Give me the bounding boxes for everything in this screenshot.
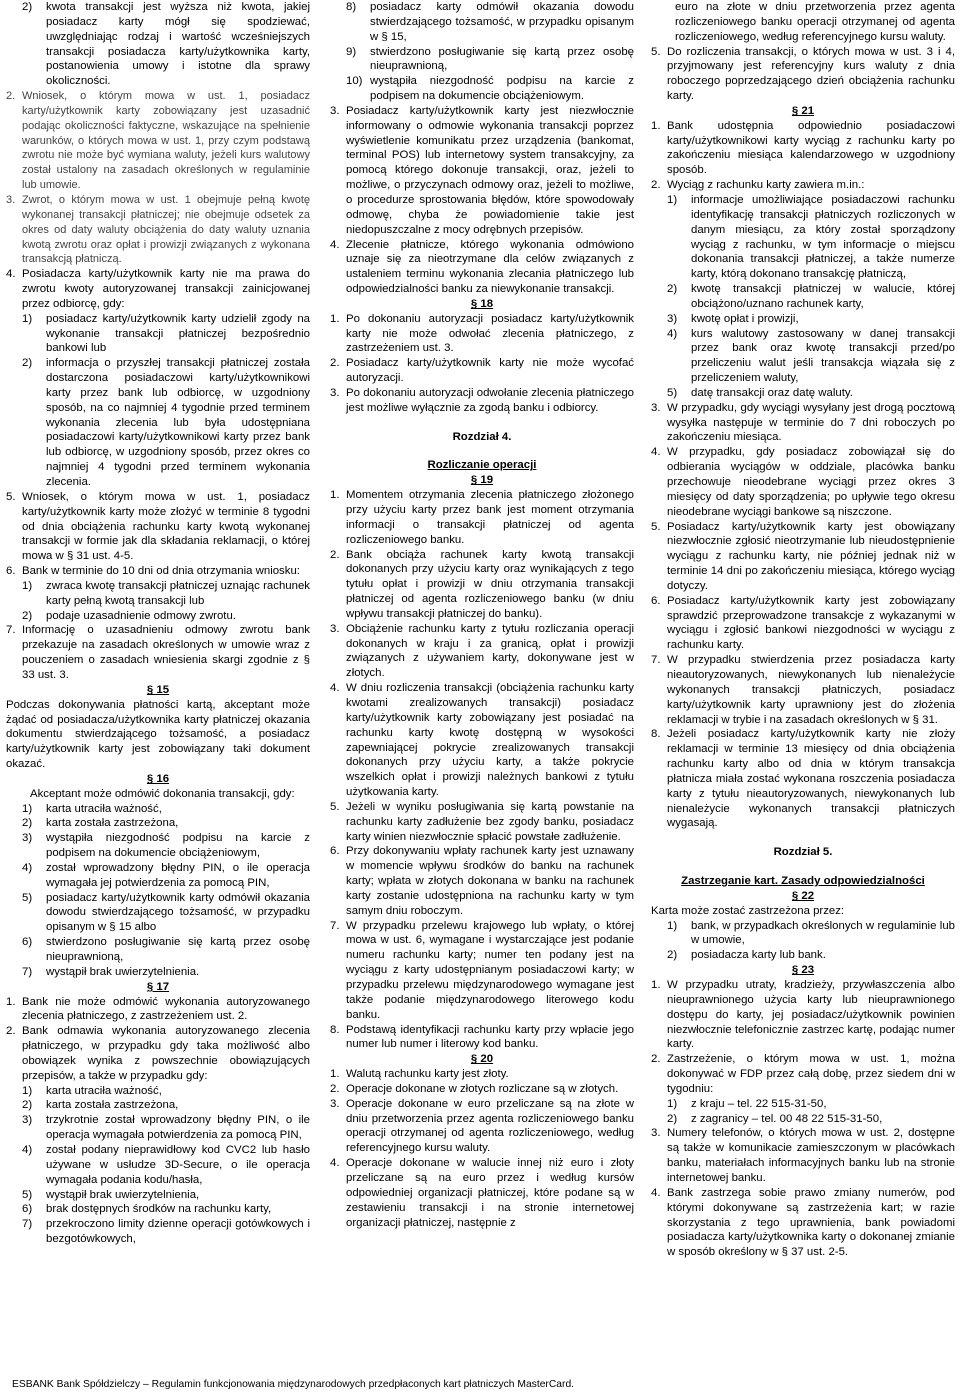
list-item	[6, 0, 310, 89]
item-number: 1.	[6, 995, 16, 1008]
item-number: 4.	[330, 682, 340, 695]
list-item	[6, 490, 310, 564]
list-item	[330, 356, 634, 386]
item-number: 7.	[651, 654, 661, 667]
list-item	[6, 1113, 310, 1143]
list-item	[651, 594, 955, 653]
item-text: z kraju – tel. 22 515-31-50,	[691, 1097, 827, 1110]
list-item	[6, 1188, 310, 1203]
list-item	[330, 800, 634, 845]
item-text: Wniosek, o którym mowa w ust. 1, posiadacz karty/użytkownik karty zobowiązany jest uzasadnić podając okoliczności faktyczne, wskazujące na spełnienie warunków, o których mowa w ust. 1, przy czym podstawą zwrotu nie może być wymiana waluty, jeżeli kurs walutowy został ustalony na zasadach określonych w regulaminie lub umowie.	[22, 90, 310, 192]
list-item	[330, 0, 634, 45]
item-number: 3.	[651, 1127, 661, 1140]
item-number: 5)	[667, 386, 678, 399]
list-item	[330, 45, 634, 75]
list-item	[651, 445, 955, 519]
list-item	[6, 1084, 310, 1099]
item-number: 4.	[651, 1186, 661, 1199]
list-item	[651, 45, 955, 104]
item-text: informacja o przyszłej transakcji płatniczej została dostarczona posiadaczowi karty/użytkownikowi karty przez bank lub odbiorcę, w uzgodniony sposób, na co najmniej 4 tygodnie przed terminem wykonania zlecenia lub była udostępniana posiadaczowi karty/użytkownikowi karty przez bank lub odbiorcę, w uzgodniony sposób, przez okres co najmniej 4 tygodni przed terminem wykonania zlecenia.	[46, 357, 310, 488]
item-number: 6.	[651, 594, 661, 607]
item-number: 2)	[22, 1, 33, 13]
list-item	[330, 386, 634, 416]
item-text: W przypadku przelewu krajowego lub wpłaty, o której mowa w ust. 6, wymagane i wystarczające jest podanie numeru rachunku karty; numer ten podany jest na wyciągu z karty udostępnianym posiadaczowi karty; w przypadku przelewu międzynarodowego wymagane jest także podanie międzynarodowego literowego kodu banku.	[346, 919, 634, 1021]
item-number: 1.	[330, 489, 340, 502]
list-item	[6, 193, 310, 267]
item-text: W dniu rozliczenia transakcji (obciążenia rachunku karty kwotami zrealizowanych transakcji) posiadacz karty/użytkownik karty zobowiązany jest posiadać na rachunku karty kwotę dostępną w wysokości zapewniającej pokrycie zrealizowanych transakcji dokonanych przy użyciu karty, a także pokrycie wszelkich opłat i prowizji należnych bankowi z tytułu użytkowania karty.	[346, 682, 634, 799]
list-item	[6, 995, 310, 1025]
item-text: Do rozliczenia transakcji, o których mowa w ust. 3 i 4, przyjmowany jest referencyjny kurs waluty z dnia roboczego poprzedzającego dzień obciążenia rachunku karty.	[667, 45, 955, 103]
list-item	[6, 861, 310, 891]
item-number: 6)	[22, 1203, 33, 1216]
list-item	[6, 802, 310, 817]
list-item	[651, 948, 955, 963]
list-item	[651, 1186, 955, 1260]
item-text: Bank nie może odmówić wykonania autoryzowanego zlecenia płatniczego, z zastrzeżeniem ust. 2.	[22, 995, 310, 1023]
column-middle	[330, 0, 634, 1230]
item-text: posiadacz karty/użytkownik karty udzielił zgody na wykonanie transakcji płatniczej bezpośrednio bankowi lub	[46, 312, 310, 355]
item-number: 2.	[6, 1025, 16, 1038]
item-number: 3.	[651, 401, 661, 414]
item-number: 4.	[651, 446, 661, 459]
chapter-number: Rozdział 5.	[773, 846, 833, 859]
item-text: Zwrot, o którym mowa w ust. 1 obejmuje pełną kwotę wykonanej transakcji płatniczej; nie obejmuje odsetek za okres od daty waluty obciążenia do daty waluty uznania kwotą zwrotu oraz opłat i prowizji związanych z wykonana transakcją płatniczą.	[22, 193, 310, 266]
list-item	[330, 1156, 634, 1230]
item-number: 7)	[22, 1218, 33, 1231]
item-text: Bank odmawia wykonania autoryzowanego zlecenia płatniczego, w przypadku gdy taka możliwość albo obowiązek wynika z powszechnie obowiązujących przepisów, a także w przypadku gdy:	[22, 1025, 310, 1082]
item-text: Bank obciąża rachunek karty kwotą transakcji dokonanych przy użyciu karty oraz wynikających z tego tytułu opłat i prowizji w dniu otrzymania transakcji płatniczej od agenta rozliczeniowego banku (w dniu wpływu transakcji płatniczej do banku).	[346, 548, 634, 620]
item-text: Podstawą identyfikacji rachunku karty przy wpłacie jego numer lub numer i literowy kod banku.	[346, 1023, 634, 1051]
list-item	[330, 74, 634, 104]
list-item	[6, 579, 310, 609]
list-item	[6, 1143, 310, 1188]
list-item	[6, 89, 310, 193]
item-text: Bank zastrzega sobie prawo zmiany numerów, pod którymi dokonywane są zastrzeżenia kart; w razie skorzystania z tego uprawnienia, bank powiadomi posiadacza karty/użytkownika karty o dokonanej zmianie w sposób określony w § 37 ust. 2-5.	[667, 1186, 955, 1259]
item-number: 1)	[22, 579, 33, 592]
item-text: wystąpił brak uwierzytelnienia.	[46, 965, 200, 978]
list-item	[651, 653, 955, 727]
item-text: Zastrzeżenie, o którym mowa w ust. 1, można dokonywać w FDP przez całą dobę, przez siedem dni w tygodniu:	[667, 1053, 955, 1095]
item-number: 1.	[651, 979, 661, 991]
item-text: Walutą rachunku karty jest złoty.	[346, 1068, 509, 1081]
list-item	[6, 1202, 310, 1217]
item-number: 3)	[22, 832, 33, 845]
item-text: bank, w przypadkach określonych w regulaminie lub w umowie,	[691, 919, 955, 947]
item-text: posiadacz karty/użytkownik karty odmówił okazania dowodu stwierdzającego tożsamość, w przypadku opisanym w § 15 albo	[46, 891, 310, 934]
item-number: 1)	[22, 312, 33, 325]
item-text: zwraca kwotę transakcji płatniczej uznając rachunek karty pełną kwotą transakcji lub	[46, 579, 310, 607]
list-item	[6, 564, 310, 579]
list-item	[651, 327, 955, 386]
item-number: 3.	[330, 622, 340, 635]
list-item	[330, 919, 634, 1023]
item-text: Posiadacz karty/użytkownik karty nie może wycofać autoryzacji.	[346, 357, 634, 385]
item-text: Operacje dokonane w złotych rozliczane są w złotych.	[346, 1082, 619, 1095]
list-item	[651, 119, 955, 178]
list-item	[6, 1098, 310, 1113]
item-number: 2)	[667, 1112, 678, 1125]
item-number: 4.	[6, 268, 16, 281]
item-text: Zlecenie płatnicze, którego wykonania odmówiono uznaje się za nieotrzymane dla celów związanych z ustaleniem terminu wykonania zlecania płatniczego lub odpowiedzialności banku za niewykonanie transakcji.	[346, 238, 634, 296]
list-item	[6, 312, 310, 357]
item-text: wystąpiła niezgodność podpisu na karcie z podpisem na dokumencie obciążeniowym.	[370, 75, 634, 103]
chapter-title: Zastrzeganie kart. Zasady odpowiedzialności	[681, 875, 925, 888]
section-heading: § 21	[791, 104, 815, 117]
list-item	[6, 831, 310, 861]
item-text: kwotę transakcji płatniczej w walucie, której obciążono/uznano rachunek karty,	[691, 283, 955, 310]
list-item	[330, 1067, 634, 1082]
item-number: 5)	[22, 1188, 33, 1201]
item-text: kwotę opłat i prowizji,	[691, 312, 799, 325]
list-item	[330, 844, 634, 918]
item-text: Operacje dokonane w walucie innej niż euro i złoty przeliczane są na euro przez i według kursów odpowiedniej organizacji płatniczej, które podane są w zestawieniu transakcji i na stronie internetowej organizacji płatniczej, następnie z	[346, 1157, 634, 1229]
list-item	[651, 520, 955, 594]
item-text: posiadacz karty odmówił okazania dowodu stwierdzającego tożsamość, w przypadku opisanym w § 15,	[370, 1, 634, 43]
item-number: 9)	[346, 45, 357, 58]
item-number: 5.	[330, 800, 340, 813]
item-text: Posiadacz karty/użytkownik karty jest obowiązany niezwłocznie zgłosić nieotrzymanie lub nieudostępnienie wyciągu z rachunku karty, nie później jednak niż w terminie 14 dni po zakończeniu miesiąca, którego wyciąg dotyczy.	[667, 520, 955, 592]
item-number: 2.	[330, 1082, 340, 1095]
item-text: informacje umożliwiające posiadaczowi rachunku identyfikację transakcji płatniczych rozliczonych w danym miesiącu, za który został sporządzony wyciąg z rachunku, w tym informacje o miejscu dokonania transakcji płatniczej, a także numerze karty, którą dokonano transakcję płatniczą,	[691, 193, 955, 281]
list-item	[330, 488, 634, 547]
item-number: 3.	[330, 1097, 340, 1110]
column-left	[6, 0, 310, 1247]
item-number: 6)	[22, 936, 33, 949]
list-item	[651, 1097, 955, 1112]
item-number: 7.	[330, 919, 340, 932]
list-item	[651, 727, 955, 831]
list-item	[330, 1023, 634, 1053]
list-item	[651, 178, 955, 193]
item-number: 4)	[22, 1143, 33, 1156]
list-item	[651, 1052, 955, 1097]
item-number: 4.	[330, 238, 340, 251]
item-text: został wprowadzony błędny PIN, o ile operacja wymagała jej potwierdzenia za pomocą PIN,	[46, 861, 310, 889]
item-text: Po dokonaniu autoryzacji posiadacz karty/użytkownik karty nie może odwołać zlecenia płatniczego, z zastrzeżeniem ust. 3.	[346, 312, 634, 355]
item-text: karta została zastrzeżona,	[46, 817, 179, 830]
item-number: 1)	[22, 1084, 33, 1097]
item-number: 3.	[330, 104, 340, 117]
item-text: podaje uzasadnienie odmowy zwrotu.	[46, 609, 236, 622]
item-number: 1.	[651, 119, 661, 132]
item-number: 2)	[667, 949, 678, 962]
section-heading: § 18	[470, 297, 494, 310]
item-number: 1.	[330, 1068, 340, 1081]
list-item	[6, 267, 310, 312]
section-heading: § 17	[146, 980, 170, 993]
item-number: 7)	[22, 965, 33, 978]
spacer	[330, 416, 634, 430]
item-text: stwierdzono posługiwanie się kartą przez osobę nieuprawnioną,	[46, 936, 310, 963]
list-item	[651, 312, 955, 327]
item-text: karta utraciła ważność,	[46, 802, 162, 815]
paragraph: Karta może zostać zastrzeżona przez:	[651, 904, 845, 917]
item-number: 2)	[22, 609, 33, 622]
list-item	[330, 681, 634, 800]
section-heading: § 16	[146, 772, 170, 785]
item-text: został podany nieprawidłowy kod CVC2 lub hasło używane w usłudze 3D-Secure, o ile operacja wymagała podania kodu/hasła,	[46, 1143, 310, 1186]
item-text: wystąpiła niezgodność podpisu na karcie z podpisem na dokumencie obciążeniowym,	[46, 832, 310, 860]
item-number: 8.	[330, 1023, 340, 1036]
item-number: 5)	[22, 891, 33, 904]
list-item	[330, 104, 634, 238]
item-number: 3)	[667, 312, 678, 325]
section-heading: § 22	[791, 889, 815, 902]
spacer	[651, 860, 955, 874]
list-item	[651, 919, 955, 949]
list-item	[651, 193, 955, 282]
item-number: 3.	[330, 386, 340, 399]
item-text: Posiadacz karty/użytkownik karty jest zobowiązany sprawdzić przeprowadzone transakcje z wykazanymi w wyciągu i zgłosić bankowi niezgodności w wyciągu z rachunku karty.	[667, 594, 955, 652]
item-number: 8)	[346, 1, 357, 13]
item-number: 6.	[330, 845, 340, 858]
item-number: 4.	[330, 1157, 340, 1170]
paragraph: Podczas dokonywania płatności kartą, akceptant może żądać od posiadacza/użytkownika karty płatniczej okazania dokumentu stwierdzającego tożsamość, a posiadacz karty/użytkownik karty jest zobowiązany taki dokument okazać.	[6, 698, 310, 771]
list-item	[651, 386, 955, 401]
item-number: 5.	[6, 490, 16, 503]
item-number: 10)	[346, 75, 363, 88]
item-text: Bank w terminie do 10 dni od dnia otrzymania wniosku:	[22, 565, 300, 578]
chapter-title: Rozliczanie operacji	[427, 459, 537, 472]
item-number: 4)	[667, 327, 678, 340]
list-item	[6, 1024, 310, 1083]
item-number: 6.	[6, 565, 16, 578]
item-number: 8.	[651, 728, 661, 741]
list-item	[651, 282, 955, 312]
list-item	[6, 1217, 310, 1247]
list-item	[6, 356, 310, 490]
item-number: 2)	[22, 817, 33, 830]
item-text: Przy dokonywaniu wpłaty rachunek karty jest uznawany w momencie wpływu środków do banku na rachunek karty; wpłata w złotych dokonana w banku na rachunek karty zostanie udostępniona na rachunku karty w tym samym dniu roboczym.	[346, 845, 634, 917]
item-text: Posiadacz karty/użytkownik karty jest niezwłocznie informowany o odmowie wykonania transakcji poprzez wyświetlenie komunikatu przez urządzenia (bankomat, terminal POS) lub internetowy system transakcyjny, za pomocą którego dokonuje transakcji, oraz, jeżeli to możliwe, o przyczynach odmowy oraz, jeżeli to możliwe, o procedurze sprostowania błędów, które spowodowały odmowę, chyba że powiadomienie takie jest niedopuszczalne z mocy odrębnych przepisów.	[346, 104, 634, 236]
list-item	[6, 816, 310, 831]
item-number: 1)	[667, 919, 678, 932]
section-heading: § 15	[146, 683, 170, 696]
item-text: Informację o uzasadnieniu odmowy zwrotu bank przekazuje na zasadach określonych w umowie wraz z pouczeniem o zasadach wniesienia skargi zgodnie z § 33 ust. 3.	[22, 624, 310, 681]
item-text: W przypadku, gdy posiadacz zobowiązał się do odbierania wyciągów w oddziale, placówka banku przechowuje nieodebrane wyciągi przez okres 3 miesięcy od daty sporządzenia; po upływie tego okresu nieodebrane wyciągi bankowe są niszczone.	[667, 446, 955, 518]
item-text: wystąpił brak uwierzytelnienia,	[46, 1188, 200, 1201]
item-text: Operacje dokonane w euro przeliczane są na złote w dniu przetworzenia przez agenta rozliczeniowego banku operacji otrzymanej od agenta rozliczeniowego, według referencyjnego kursu waluty.	[346, 1097, 634, 1155]
section-heading: § 20	[470, 1053, 494, 1066]
item-number: 1.	[330, 312, 340, 325]
section-heading: § 23	[791, 964, 815, 977]
list-item	[651, 401, 955, 446]
list-item	[6, 935, 310, 965]
spacer	[651, 831, 955, 845]
item-text: Numery telefonów, o których mowa w ust. 2, dostępne są także w komunikacie zamieszczonym w placówkach banku, materiałach informacyjnych banku lub na stronie internetowej banku.	[667, 1127, 955, 1184]
list-item	[6, 965, 310, 980]
item-text: Obciążenie rachunku karty z tytułu rozliczania operacji dokonanych w kraju i za granicą, opłat i prowizji związanych z używaniem karty, dokonywane jest w złotych.	[346, 622, 634, 680]
list-item	[330, 622, 634, 681]
item-text: stwierdzono posługiwanie się kartą przez osobę nieuprawnioną,	[370, 45, 634, 73]
list-item	[6, 609, 310, 624]
item-text: W przypadku utraty, kradzieży, przywłaszczenia albo nieuprawnionego użycia karty lub nieuprawnionego dostępu do karty, jej posiadacz/użytkownik powinien niezwłocznie telefonicznie zastrzec kartę, podając numer karty.	[667, 979, 955, 1051]
item-number: 3.	[6, 193, 16, 206]
list-item	[651, 1112, 955, 1127]
item-text: brak dostępnych środków na rachunku karty,	[46, 1203, 272, 1216]
list-item	[330, 548, 634, 622]
item-number: 2.	[6, 90, 16, 103]
page-footer: ESBANK Bank Spółdzielczy – Regulamin funkcjonowania międzynarodowych przedpłaconych kart płatniczych MasterCard.	[12, 1379, 575, 1390]
item-number: 1)	[667, 193, 678, 206]
item-text: Po dokonaniu autoryzacji odwołanie zlecenia płatniczego jest możliwe wyłącznie za zgodą banku i odbiorcy.	[346, 386, 634, 414]
item-text: Jeżeli posiadacz karty/użytkownik karty nie złoży reklamacji w terminie 13 miesięcy od dnia obciążenia rachunku karty albo od dnia w którym transakcja płatnicza miała zostać wykonana roszczenia posiadacza karty z tytułu nieautoryzowanych, niewykonanych lub nienależycie wykonanych transakcji płatniczych wygasają.	[667, 728, 955, 830]
item-number: 3)	[22, 1114, 33, 1127]
list-item	[651, 978, 955, 1052]
item-text: Posiadacza karty/użytkownik karty nie ma prawa do zwrotu kwoty autoryzowanej transakcji zainicjowanej przez odbiorcę, gdy:	[22, 268, 310, 310]
item-number: 2.	[330, 548, 340, 561]
paragraph: Akceptant może odmówić dokonania transakcji, gdy:	[30, 787, 295, 800]
list-item	[330, 1097, 634, 1156]
item-text: kurs walutowy zastosowany w danej transakcji przez bank oraz kwotę transakcji przed/po przeliczeniu walut jeśli transakcja wiązała się z przeliczeniem waluty,	[691, 327, 955, 385]
item-text: przekroczono limity dzienne operacji gotówkowych i bezgotówkowych,	[46, 1218, 310, 1246]
item-number: 4)	[22, 861, 33, 874]
list-item	[651, 1126, 955, 1185]
item-text: z zagranicy – tel. 00 48 22 515-31-50,	[691, 1112, 883, 1125]
item-text: Momentem otrzymania zlecenia płatniczego złożonego przy użyciu karty przez bank jest moment otrzymania informacji o transakcji płatniczej od agenta rozliczeniowego banku.	[346, 489, 634, 546]
chapter-number: Rozdział 4.	[452, 430, 512, 443]
item-number: 2)	[22, 357, 33, 370]
item-number: 2.	[330, 357, 340, 370]
item-text: trzykrotnie został wprowadzony błędny PIN, o ile operacja wymagała potwierdzenia za pomocą PIN,	[46, 1114, 310, 1142]
item-text: karta została zastrzeżona,	[46, 1099, 179, 1112]
list-item	[330, 312, 634, 357]
item-number: 2)	[667, 283, 678, 296]
item-number: 1)	[667, 1097, 678, 1110]
item-text: Wniosek, o którym mowa w ust. 1, posiadacz karty/użytkownik karty może złożyć w terminie 8 tygodni od dnia obciążenia rachunku karty kwotą wykonanej transakcji w formie jak dla składania reklamacji, o której mowa w § 31 ust. 4-5.	[22, 490, 310, 563]
item-number: 7.	[6, 624, 16, 637]
item-text: datę transakcji oraz datę waluty.	[691, 386, 853, 399]
item-text: W przypadku stwierdzenia przez posiadacza karty nieautoryzowanych, niewykonanych lub nienależycie wykonanych transakcji płatniczych, posiadacz karty/użytkownik karty uprawniony jest do złożenia reklamacji w trybie i na zasadach określonych w § 31.	[667, 654, 955, 726]
item-number: 5.	[651, 520, 661, 533]
item-text: karta utraciła ważność,	[46, 1084, 162, 1097]
list-item	[6, 891, 310, 936]
item-number: 5.	[651, 45, 661, 58]
paragraph: euro na złote w dniu przetworzenia przez agenta rozliczeniowego banku operacji otrzymanej od agenta rozliczeniowego, według referencyjnego kursu waluty.	[675, 1, 955, 43]
item-text: W przypadku, gdy wyciągi wysyłany jest drogą pocztową wysyłka następuje w terminie do 7 dni roboczych po zakończeniu miesiąca.	[667, 401, 955, 444]
list-item	[330, 1082, 634, 1097]
item-number: 2.	[651, 1053, 661, 1066]
list-item	[6, 623, 310, 682]
item-text: kwota transakcji jest wyższa niż kwota, jakiej posiadacz karty mógł się spodziewać, uwzględniając rodzaj i wartość wcześniejszych transakcji posiadacza karty/użytkownika karty, postanowienia umowy i istotne dla sprawy okoliczności.	[46, 1, 310, 88]
list-item	[330, 238, 634, 297]
section-heading: § 19	[470, 474, 494, 487]
spacer	[330, 444, 634, 458]
item-number: 2.	[651, 179, 661, 192]
item-text: Wyciąg z rachunku karty zawiera m.in.:	[667, 179, 865, 192]
column-right	[651, 0, 955, 1260]
item-number: 2)	[22, 1099, 33, 1112]
item-text: Jeżeli w wyniku posługiwania się kartą powstanie na rachunku karty zadłużenie bez zgody banku, posiadacz karty winien niezwłocznie spłacić powstałe zadłużenie.	[346, 800, 634, 843]
item-text: posiadacza karty lub bank.	[691, 949, 826, 962]
item-number: 1)	[22, 802, 33, 815]
item-text: Bank udostępnia odpowiednio posiadaczowi karty/użytkownikowi karty wyciąg z rachunku karty po zakończeniu miesiąca kalendarzowego w uzgodniony sposób.	[667, 119, 955, 177]
